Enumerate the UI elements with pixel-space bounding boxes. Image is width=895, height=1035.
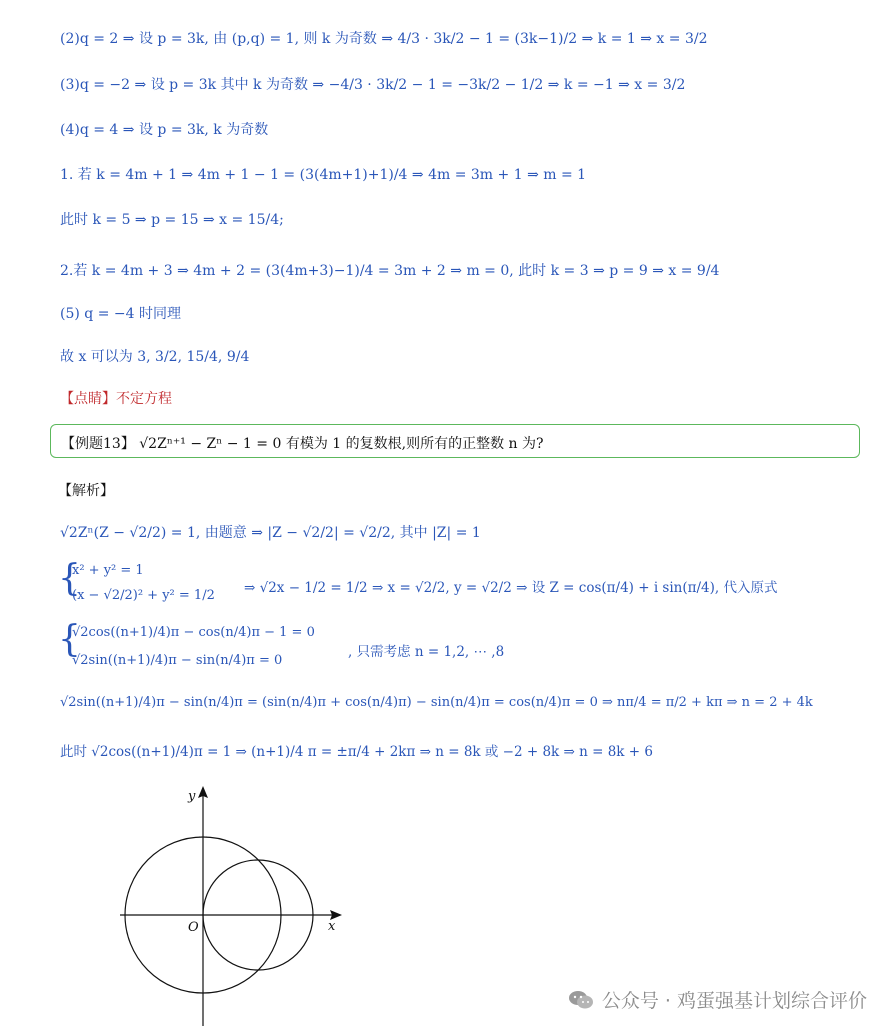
analysis-label: 【解析】	[58, 483, 114, 499]
solution-line-1: √2Zⁿ(Z − √2/2) = 1, 由题意 ⇒ |Z − √2/2| = √2/2, 其中 |Z| = 1	[60, 525, 481, 541]
x-axis-label: x	[328, 919, 336, 934]
watermark-text: 公众号 · 鸡蛋强基计划综合评价	[601, 990, 867, 1012]
system-1-eq-a: x² + y² = 1	[72, 563, 144, 578]
line-case-q4: (4)q = 4 ⇒ 设 p = 3k, k 为奇数	[60, 122, 269, 138]
line-case-q2: (2)q = 2 ⇒ 设 p = 3k, 由 (p,q) = 1, 则 k 为奇数 ⇒ 4/3 · 3k/2 − 1 = (3k−1)/2 ⇒ k = 1 ⇒ x = 3/2	[60, 31, 708, 47]
system-1-derivation: ⇒ √2x − 1/2 = 1/2 ⇒ x = √2/2, y = √2/2 ⇒ 设 Z = cos(π/4) + i sin(π/4), 代入原式	[244, 580, 778, 596]
watermark	[568, 986, 867, 1013]
dianjing-text: 不定方程	[116, 391, 172, 407]
line-conclusion: 故 x 可以为 3, 3/2, 15/4, 9/4	[60, 349, 250, 365]
circles-figure	[110, 780, 360, 1030]
brace-2: {	[58, 619, 81, 660]
question-text: 【例题13】 √2Zⁿ⁺¹ − Zⁿ − 1 = 0 有模为 1 的复数根,则所有的正整数 n 为?	[61, 436, 544, 452]
line-case-q-neg2: (3)q = −2 ⇒ 设 p = 3k 其中 k 为奇数 ⇒ −4/3 · 3k/2 − 1 = −3k/2 − 1/2 ⇒ k = −1 ⇒ x = 3/2	[60, 77, 686, 93]
question-box	[50, 424, 860, 458]
solution-line-4: √2sin((n+1)/4)π − sin(n/4)π = (sin(n/4)π + cos(n/4)π) − sin(n/4)π = cos(n/4)π = 0 ⇒ nπ/4 = π/2 + kπ ⇒ n = 2 + 4k	[60, 695, 813, 710]
line-case-q-neg4: (5) q = −4 时同理	[60, 306, 181, 322]
dianjing-tag: 【点睛】	[60, 391, 116, 407]
y-axis-label: y	[188, 789, 196, 804]
dianjing-line	[60, 388, 172, 408]
brace-1: {	[58, 558, 81, 599]
line-subcase-1: 1. 若 k = 4m + 1 ⇒ 4m + 1 − 1 = (3(4m+1)+1)/4 ⇒ 4m = 3m + 1 ⇒ m = 1	[60, 167, 587, 183]
system-2-eq-a: √2cos((n+1)/4)π − cos(n/4)π − 1 = 0	[72, 625, 315, 640]
line-subcase-1-result: 此时 k = 5 ⇒ p = 15 ⇒ x = 15/4;	[60, 212, 284, 228]
system-2-eq-b: √2sin((n+1)/4)π − sin(n/4)π = 0	[72, 653, 283, 668]
line-subcase-2: 2.若 k = 4m + 3 ⇒ 4m + 2 = (3(4m+3)−1)/4 = 3m + 2 ⇒ m = 0, 此时 k = 3 ⇒ p = 9 ⇒ x = 9/4	[60, 263, 720, 279]
system-2-note: , 只需考虑 n = 1,2, ⋯ ,8	[348, 644, 505, 660]
system-1-eq-b: (x − √2/2)² + y² = 1/2	[72, 588, 215, 603]
wechat-icon	[568, 990, 594, 1010]
origin-label: O	[188, 920, 199, 935]
solution-line-5: 此时 √2cos((n+1)/4)π = 1 ⇒ (n+1)/4 π = ±π/4 + 2kπ ⇒ n = 8k 或 −2 + 8k ⇒ n = 8k + 6	[60, 744, 653, 760]
